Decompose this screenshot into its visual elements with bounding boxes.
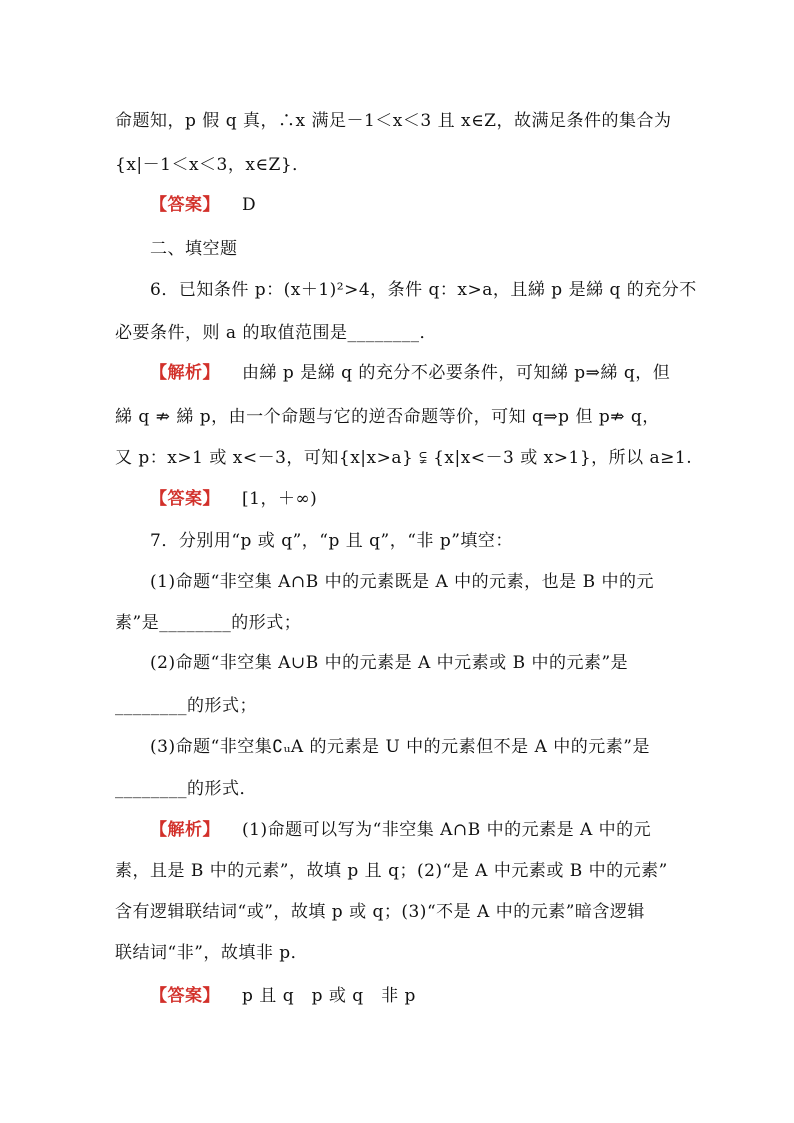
answer-value: [1，＋∞) <box>242 489 318 509</box>
answer-line <box>150 981 416 1006</box>
answer-tag: 【答案】 <box>150 986 220 1006</box>
analysis-tag: 【解析】 <box>150 820 220 840</box>
answer-value: p 且 q p 或 q 非 p <box>242 986 416 1006</box>
text-line: 命题知，p 假 q 真，∴x 满足－1＜x＜3 且 x∈Z，故满足条件的集合为 <box>115 111 672 131</box>
text-line: 又 p：x>1 或 x<－3，可知{x|x>a} ⫋ {x|x<－3 或 x>1}，所以 a≥1. <box>115 448 693 468</box>
analysis-tag: 【解析】 <box>150 363 220 383</box>
text-line: 綈 q ⇏ 綈 p，由一个命题与它的逆否命题等价，可知 q⇒p 但 p⇏ q， <box>115 407 660 427</box>
question-line: 素”是________的形式； <box>115 613 302 633</box>
text-line: 含有逻辑联结词“或”，故填 p 或 q；(3)“不是 A 中的元素”暗含逻辑 <box>115 902 645 922</box>
answer-line <box>150 190 256 215</box>
answer-tag: 【答案】 <box>150 489 220 509</box>
question-line: 7．分别用“p 或 q”，“p 且 q”，“非 p”填空： <box>150 531 513 551</box>
section-heading: 二、填空题 <box>150 239 238 259</box>
question-line: (3)命题“非空集∁ᵤA 的元素是 U 中的元素但不是 A 中的元素”是 <box>150 737 650 757</box>
question-line: (1)命题“非空集 A∩B 中的元素既是 A 中的元素，也是 B 中的元 <box>150 572 654 592</box>
answer-value: D <box>242 195 257 215</box>
text-line: {x|－1＜x＜3，x∈Z}． <box>115 155 310 175</box>
question-line: (2)命题“非空集 A∪B 中的元素是 A 中元素或 B 中的元素”是 <box>150 653 629 673</box>
text-line: 联结词“非”，故填非 p． <box>115 943 309 963</box>
question-line: ________的形式； <box>115 696 257 716</box>
analysis-line: 【解析】 由綈 p 是綈 q 的充分不必要条件，可知綈 p⇒綈 q，但 <box>150 363 671 383</box>
answer-tag: 【答案】 <box>150 195 220 215</box>
question-line: 必要条件，则 a 的取值范围是________． <box>115 323 437 343</box>
question-line: 6．已知条件 p：(x＋1)²>4，条件 q：x>a，且綈 p 是綈 q 的充分不 <box>150 280 697 300</box>
question-line: ________的形式． <box>115 779 257 799</box>
analysis-line: 【解析】 (1)命题可以写为“非空集 A∩B 中的元素是 A 中的元 <box>150 820 652 840</box>
text-line: 素，且是 B 中的元素”，故填 p 且 q；(2)“是 A 中元素或 B 中的元素” <box>115 861 668 881</box>
answer-line <box>150 484 317 509</box>
